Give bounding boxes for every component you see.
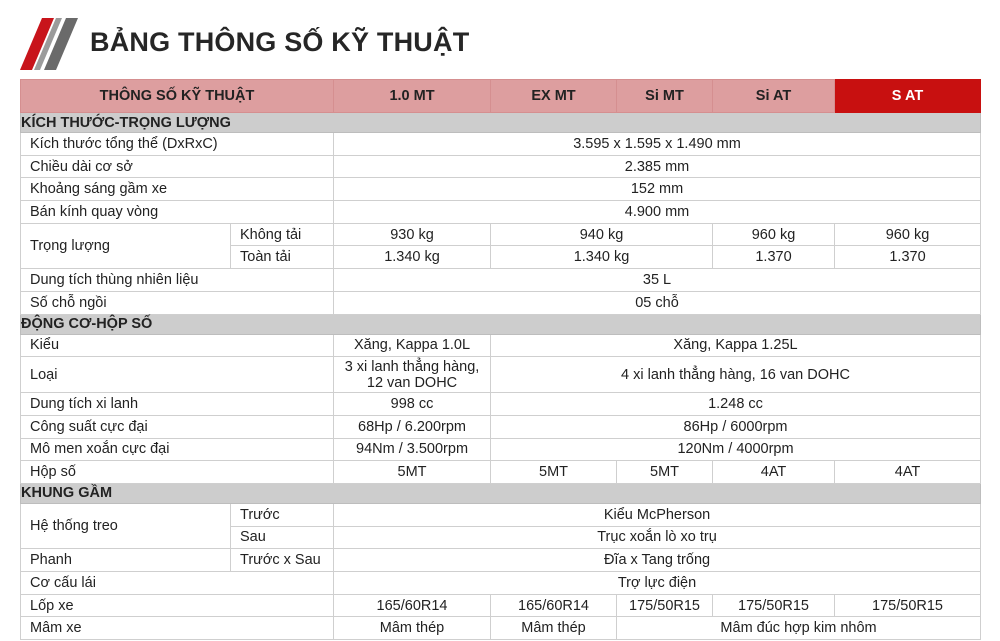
row-label: Kích thước tổng thể (DxRxC) [21,133,334,156]
header-1-0-mt: 1.0 MT [334,80,491,113]
cell-value: 165/60R14 [334,594,491,617]
cell-value: 998 cc [334,393,491,416]
stripes-logo-icon [20,18,80,70]
table-row [21,269,981,292]
cell-value [334,357,491,393]
table-row [21,291,981,314]
row-value: 152 mm [334,178,981,201]
row-value: 05 chỗ [334,291,981,314]
row-label: Dung tích thùng nhiên liệu [21,269,334,292]
row-label: Số chỗ ngồi [21,291,334,314]
cell-value: 86Hp / 6000rpm [491,415,981,438]
row-value: 3.595 x 1.595 x 1.490 mm [334,133,981,156]
row-label: Trọng lượng [21,223,231,268]
cell-value: Mâm thép [491,617,617,640]
header-spec: THÔNG SỐ KỸ THUẬT [21,80,334,113]
cell-value: 1.370 [835,246,981,269]
section-engine: ĐỘNG CƠ-HỘP SỐ [21,314,981,334]
cell-value: 1.340 kg [334,246,491,269]
cell-value: 5MT [617,461,713,484]
table-row [21,503,981,526]
table-row [21,178,981,201]
row-label: Cơ cấu lái [21,572,334,595]
cell-line: 12 van DOHC [366,374,458,391]
cell-value: 94Nm / 3.500rpm [334,438,491,461]
page-header [0,0,1000,78]
row-label: Bán kính quay vòng [21,201,334,224]
table-row [21,572,981,595]
cell-value: 930 kg [334,223,491,246]
cell-value: 165/60R14 [491,594,617,617]
cell-value: 1.248 cc [491,393,981,416]
table-header-row [21,80,981,113]
table-row [21,223,981,246]
section-row [21,113,981,133]
cell-value: Trục xoắn lò xo trụ [334,526,981,549]
table-row [21,549,981,572]
cell-value: 4 xi lanh thẳng hàng, 16 van DOHC [491,357,981,393]
row-sublabel: Không tải [231,223,334,246]
row-sublabel: Sau [231,526,334,549]
table-row [21,594,981,617]
cell-value: 175/50R15 [617,594,713,617]
cell-value: 120Nm / 4000rpm [491,438,981,461]
cell-value: 175/50R15 [835,594,981,617]
cell-value: 5MT [491,461,617,484]
row-label: Mô men xoắn cực đại [21,438,334,461]
section-row [21,314,981,334]
row-label: Hệ thống treo [21,503,231,548]
table-row [21,201,981,224]
header-s-at: S AT [835,80,981,113]
row-value: 35 L [334,269,981,292]
row-label: Mâm xe [21,617,334,640]
cell-value: Xăng, Kappa 1.25L [491,334,981,357]
cell-value: Trợ lực điện [334,572,981,595]
section-dimensions: KÍCH THƯỚC-TRỌNG LƯỢNG [21,113,981,133]
row-value: 4.900 mm [334,201,981,224]
cell-value: 5MT [334,461,491,484]
row-label: Chiều dài cơ sở [21,155,334,178]
row-label: Kiểu [21,334,334,357]
cell-value: 960 kg [713,223,835,246]
cell-value: 940 kg [491,223,713,246]
table-row [21,334,981,357]
table-row [21,438,981,461]
table-row [21,617,981,640]
cell-value: 1.370 [713,246,835,269]
table-row [21,133,981,156]
cell-value: 1.340 kg [491,246,713,269]
cell-value: 960 kg [835,223,981,246]
cell-value: Kiểu McPherson [334,503,981,526]
cell-value: Mâm thép [334,617,491,640]
table-row [21,415,981,438]
cell-value: Xăng, Kappa 1.0L [334,334,491,357]
row-label: Công suất cực đại [21,415,334,438]
row-label: Lốp xe [21,594,334,617]
header-si-at: Si AT [713,80,835,113]
row-sublabel: Trước [231,503,334,526]
row-label: Loại [21,357,334,393]
row-label: Hộp số [21,461,334,484]
cell-value: 68Hp / 6.200rpm [334,415,491,438]
header-si-mt: Si MT [617,80,713,113]
cell-value: 4AT [835,461,981,484]
section-chassis: KHUNG GẦM [21,483,981,503]
table-row [21,357,981,393]
page-title: BẢNG THÔNG SỐ KỸ THUẬT [90,27,470,57]
row-label: Khoảng sáng gầm xe [21,178,334,201]
table-row [21,393,981,416]
cell-value: Đĩa x Tang trống [334,549,981,572]
row-sublabel: Toàn tải [231,246,334,269]
row-label: Dung tích xi lanh [21,393,334,416]
table-row [21,461,981,484]
cell-value: 4AT [713,461,835,484]
row-sublabel: Trước x Sau [231,549,334,572]
row-value: 2.385 mm [334,155,981,178]
cell-value: Mâm đúc hợp kim nhôm [617,617,981,640]
cell-line: 3 xi lanh thẳng hàng, [344,358,480,375]
section-row [21,483,981,503]
spec-table [20,79,981,640]
header-ex-mt: EX MT [491,80,617,113]
row-label: Phanh [21,549,231,572]
table-row [21,155,981,178]
cell-value: 175/50R15 [713,594,835,617]
